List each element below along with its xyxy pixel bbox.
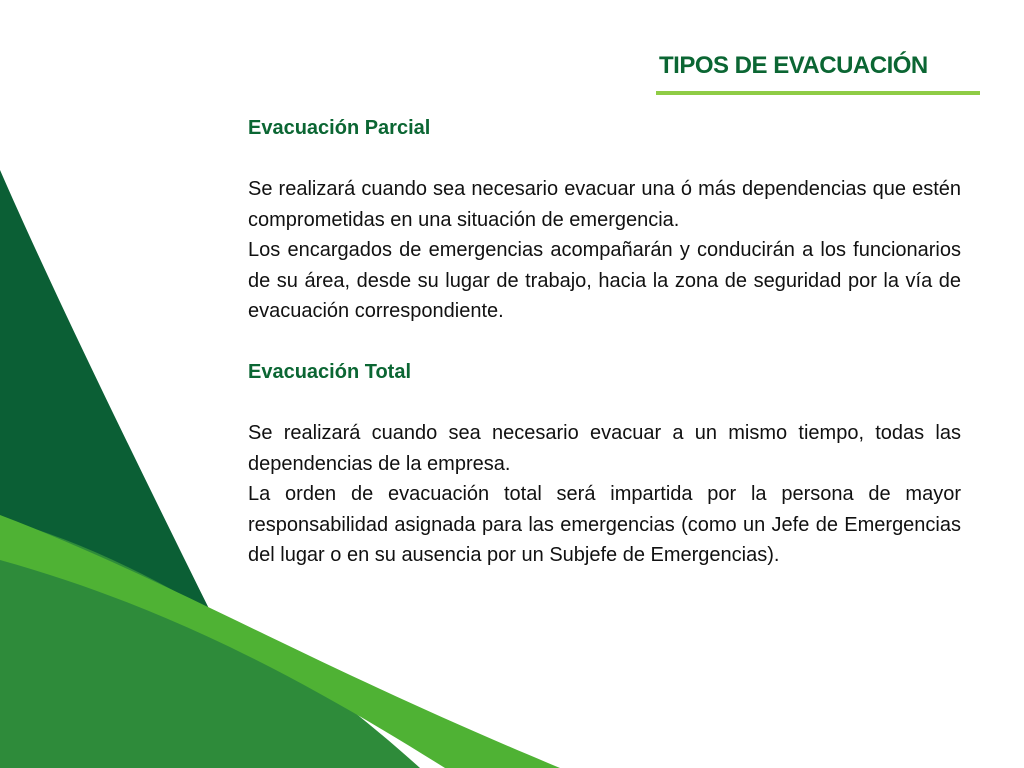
title-underline xyxy=(656,91,980,95)
paragraph: Los encargados de emergencias acompañarán y conducirán a los funcionarios de su área, desde su lugar de trabajo, hacia la zona de seguridad por la vía de evacuación correspondiente. xyxy=(248,239,961,322)
spacer xyxy=(248,388,961,419)
section-heading-parcial: Evacuación Parcial xyxy=(248,117,431,139)
slide-content xyxy=(248,113,961,571)
section-heading-total: Evacuación Total xyxy=(248,361,412,383)
spacer xyxy=(248,144,961,175)
spacer xyxy=(248,327,961,358)
paragraph: Se realizará cuando sea necesario evacuar a un mismo tiempo, todas las dependencias de la empresa. xyxy=(248,422,961,475)
paragraph: Se realizará cuando sea necesario evacuar una ó más dependencias que estén comprometidas en una situación de emergencia. xyxy=(248,178,961,231)
slide-title: TIPOS DE EVACUACIÓN xyxy=(659,52,928,79)
paragraph: La orden de evacuación total será impartida por la persona de mayor responsabilidad asignada para las emergencias (como un Jefe de Emergencias del lugar o en su ausencia por un Subjefe de Emergencias). xyxy=(248,483,961,566)
